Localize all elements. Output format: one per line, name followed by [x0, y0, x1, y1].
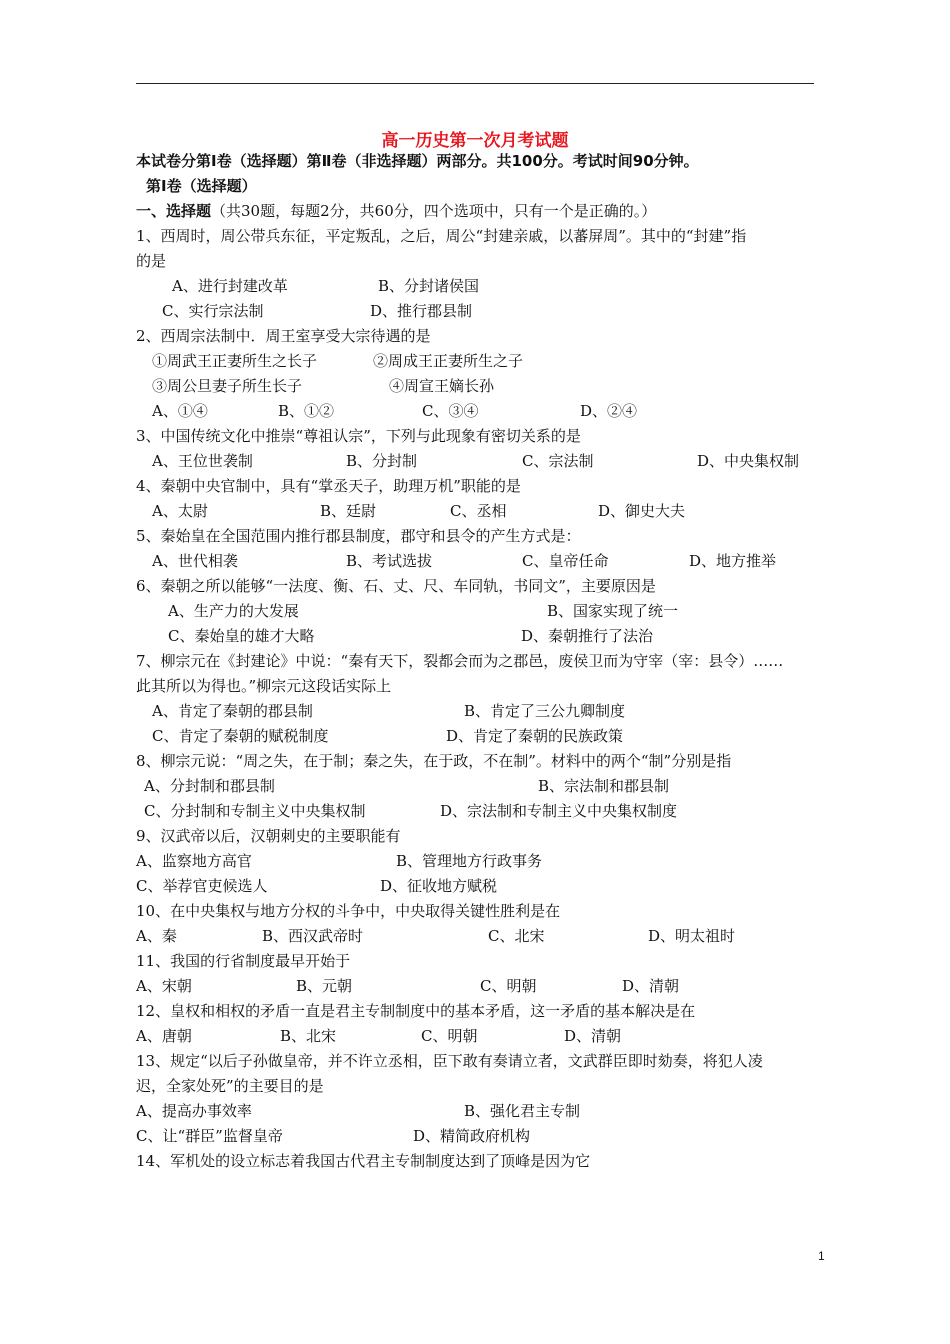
- q7-option-b: B、肯定了三公九卿制度: [464, 702, 626, 720]
- q10-stem: 10、在中央集权与地方分权的斗争中，中央取得关键性胜利是在: [136, 902, 561, 920]
- q10-option-c: C、北宋: [488, 927, 545, 945]
- q2-item-3: ③周公旦妻子所生长子: [152, 377, 303, 395]
- q12-option-d: D、清朝: [564, 1027, 622, 1045]
- q9-option-d: D、征收地方赋税: [380, 877, 498, 895]
- q4-option-d: D、御史大夫: [598, 502, 686, 520]
- q2-item-4: ④周宣王嫡长孙: [389, 377, 495, 395]
- q1-option-a: A、进行封建改革: [172, 277, 288, 295]
- q6-option-b: B、国家实现了统一: [547, 602, 679, 620]
- q5-option-b: B、考试选拔: [346, 552, 433, 570]
- q2-item-2: ②周成王正妻所生之子: [373, 352, 524, 370]
- q4-stem: 4、秦朝中央官制中，具有“掌丞天子，助理万机”职能的是: [136, 477, 521, 495]
- q5-option-a: A、世代相袭: [152, 552, 238, 570]
- q4-option-c: C、丞相: [450, 502, 507, 520]
- q12-stem: 12、皇权和相权的矛盾一直是君主专制制度中的基本矛盾，这一矛盾的基本解决是在: [136, 1002, 696, 1020]
- q9-stem: 9、汉武帝以后，汉朝刺史的主要职能有: [136, 827, 401, 845]
- q8-option-a: A、分封制和郡县制: [144, 777, 275, 795]
- q1-option-d: D、推行郡县制: [370, 302, 473, 320]
- q13-stem: 13、规定“以后子孙做皇帝，并不许立丞相，臣下敢有奏请立者，文武群臣即时劾奏，将犯人凌: [136, 1052, 763, 1070]
- q3-stem: 3、中国传统文化中推崇“尊祖认宗”，下列与此现象有密切关系的是: [136, 427, 581, 445]
- q13-stem-cont: 迟，全家处死”的主要目的是: [136, 1077, 324, 1095]
- q9-option-a: A、监察地方高官: [136, 852, 252, 870]
- q1-stem: 1、西周时，周公带兵东征，平定叛乱，之后，周公“封建亲戚，以蕃屏周”。其中的“封建”指: [136, 227, 747, 245]
- q5-option-c: C、皇帝任命: [522, 552, 609, 570]
- q6-option-d: D、秦朝推行了法治: [521, 627, 654, 645]
- q6-option-c: C、秦始皇的雄才大略: [168, 627, 315, 645]
- q12-option-b: B、北宋: [280, 1027, 337, 1045]
- q8-option-c: C、分封制和专制主义中央集权制: [144, 802, 366, 820]
- q10-option-b: B、西汉武帝时: [262, 927, 364, 945]
- header-rule: [136, 83, 814, 84]
- q2-option-a: A、①④: [152, 402, 208, 420]
- q1-stem-cont: 的是: [136, 252, 167, 270]
- q9-option-c: C、举荐官吏候选人: [136, 877, 268, 895]
- q5-stem: 5、秦始皇在全国范围内推行郡县制度，郡守和县令的产生方式是：: [136, 527, 581, 545]
- part-heading: 一、选择题: [136, 202, 212, 220]
- q13-option-d: D、精简政府机构: [413, 1127, 531, 1145]
- exam-intro: 本试卷分第Ⅰ卷（选择题）第Ⅱ卷（非选择题）两部分。共100分。考试时间90分钟。: [136, 152, 699, 170]
- section-heading: 第Ⅰ卷（选择题）: [146, 177, 257, 195]
- q9-option-b: B、管理地方行政事务: [396, 852, 543, 870]
- q2-item-1: ①周武王正妻所生之长子: [152, 352, 318, 370]
- q7-option-d: D、肯定了秦朝的民族政策: [446, 727, 624, 745]
- q5-option-d: D、地方推举: [689, 552, 777, 570]
- q1-option-c: C、实行宗法制: [162, 302, 264, 320]
- page-title: 高一历史第一次月考试题: [381, 131, 569, 151]
- q4-option-b: B、廷尉: [320, 502, 377, 520]
- q13-option-c: C、让“群臣”监督皇帝: [136, 1127, 283, 1145]
- q12-option-c: C、明朝: [421, 1027, 478, 1045]
- q7-option-a: A、肯定了秦朝的郡县制: [152, 702, 313, 720]
- q13-option-b: B、强化君主专制: [464, 1102, 581, 1120]
- q13-option-a: A、提高办事效率: [136, 1102, 252, 1120]
- q8-option-b: B、宗法制和郡县制: [538, 777, 670, 795]
- q2-stem: 2、西周宗法制中．周王室享受大宗待遇的是: [136, 327, 431, 345]
- q11-option-d: D、清朝: [622, 977, 680, 995]
- q2-option-c: C、③④: [422, 402, 479, 420]
- q2-option-b: B、①②: [278, 402, 335, 420]
- q12-option-a: A、唐朝: [136, 1027, 192, 1045]
- q1-option-b: B、分封诸侯国: [378, 277, 480, 295]
- q7-stem: 7、柳宗元在《封建论》中说：“秦有天下，裂都会而为之郡邑，废侯卫而为守宰（宰：县令）……: [136, 652, 784, 670]
- q3-option-d: D、中央集权制: [697, 452, 800, 470]
- q6-stem: 6、秦朝之所以能够“一法度、衡、石、丈、尺、车同轨，书同文”，主要原因是: [136, 577, 656, 595]
- q11-option-c: C、明朝: [480, 977, 537, 995]
- page-number: 1: [818, 1249, 825, 1263]
- q7-stem-cont: 此其所以为得也。”柳宗元这段话实际上: [136, 677, 392, 695]
- q7-option-c: C、肯定了秦朝的赋税制度: [152, 727, 329, 745]
- q3-option-a: A、王位世袭制: [152, 452, 253, 470]
- q11-option-b: B、元朝: [296, 977, 353, 995]
- q14-stem: 14、军机处的设立标志着我国古代君主专制制度达到了顶峰是因为它: [136, 1152, 591, 1170]
- q8-option-d: D、宗法制和专制主义中央集权制度: [440, 802, 678, 820]
- q10-option-a: A、秦: [136, 927, 177, 945]
- q11-option-a: A、宋朝: [136, 977, 192, 995]
- q10-option-d: D、明太祖时: [648, 927, 736, 945]
- q4-option-a: A、太尉: [152, 502, 208, 520]
- q3-option-c: C、宗法制: [522, 452, 594, 470]
- q8-stem: 8、柳宗元说：“周之失，在于制；秦之失，在于政，不在制”。材料中的两个“制”分别是指: [136, 752, 732, 770]
- part-instructions: [136, 201, 656, 221]
- q3-option-b: B、分封制: [346, 452, 418, 470]
- q2-option-d: D、②④: [580, 402, 638, 420]
- q11-stem: 11、我国的行省制度最早开始于: [136, 952, 351, 970]
- part-note: （共30题，每题2分，共60分，四个选项中，只有一个是正确的。）: [211, 202, 657, 220]
- q6-option-a: A、生产力的大发展: [168, 602, 299, 620]
